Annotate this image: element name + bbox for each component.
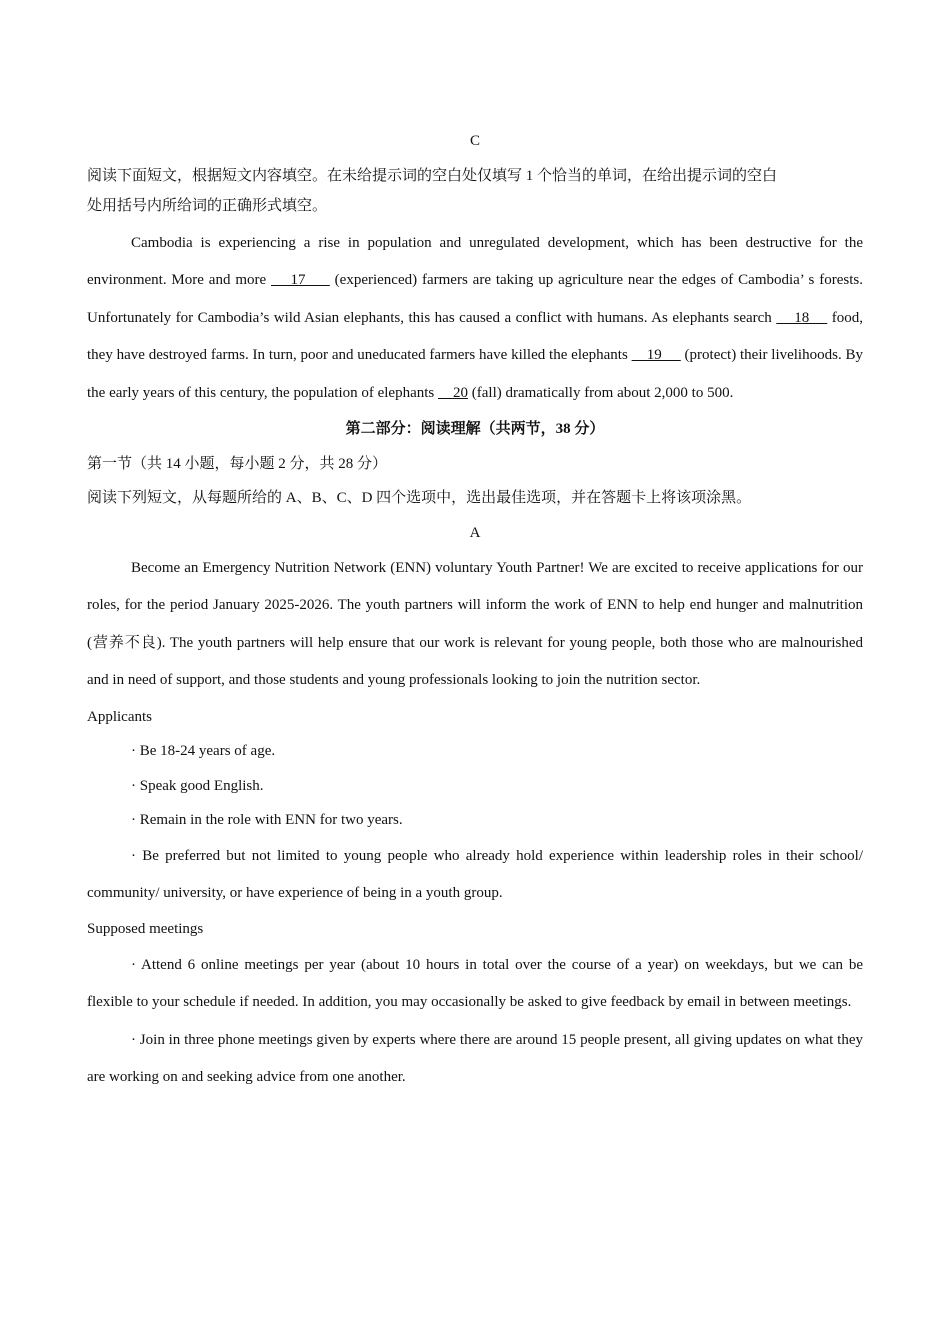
reading-instructions: 阅读下列短文，从每题所给的 A、B、C、D 四个选项中，选出最佳选项，并在答题卡上将该项涂黑。: [87, 490, 752, 507]
section-c-letter: C: [469, 133, 480, 149]
enn-intro-paragraph: Become an Emergency Nutrition Network (ENN) voluntary Youth Partner! We are excited to receive applications for our roles, for the period January 2025-2026. The youth partners will inform the work of ENN to help end hunger and malnutrition (营养不良). The youth partners will help ensure that our work is relevant for young people, both those who are malnourished and in need of support, and those students and young professionals looking to join the nutrition sector.: [87, 560, 863, 689]
meeting-item: · Join in three phone meetings given by experts where there are around 15 people present, all giving updates on what they are working on and seeking advice from one another.: [87, 1031, 863, 1086]
section-c-instructions-line1: 阅读下面短文，根据短文内容填空。在未给提示词的空白处仅填写 1 个恰当的单词，在给出提示词的空白: [87, 168, 778, 184]
cambodia-passage: [87, 225, 863, 412]
applicant-requirement: · Be 18-24 years of age.: [131, 743, 276, 760]
applicant-requirement: · Speak good English.: [131, 777, 264, 794]
meetings-heading: Supposed meetings: [87, 921, 204, 938]
applicant-requirement: · Remain in the role with ENN for two years.: [131, 812, 403, 829]
passage-segment: (protect) their livelihoods. By the early years of this century, the population of elephants: [87, 347, 863, 401]
meeting-item: · Attend 6 online meetings per year (about 10 hours in total over the course of a year) on weekdays, but we can be flexible to your schedule if needed. In addition, you may occasionally be asked to give feedback by email in between meetings.: [87, 956, 863, 1011]
blank-18: 18: [776, 309, 828, 326]
blank-17: 17: [271, 272, 330, 289]
passage-segment: (experienced) farmers are taking up agriculture near the edges of Cambodia’ s forests. Unfortunately for Cambodia’s wild Asian elephants, this has caused a conflict with humans. As elephants search: [87, 272, 864, 326]
blank-20: 20: [438, 384, 468, 401]
section-a-letter: A: [469, 524, 481, 541]
passage-segment: (fall) dramatically from about 2,000 to 500.: [468, 384, 734, 401]
section-one-heading: 第一节（共 14 小题，每小题 2 分，共 28 分）: [87, 455, 388, 472]
blank-19: 19: [631, 347, 681, 364]
passage-segment: food, they have destroyed farms. In turn, poor and uneducated farmers have killed the elephants: [87, 309, 864, 364]
passage-segment: Cambodia is experiencing a rise in population and unregulated development, which has been destructive for the environment. More and more: [87, 235, 863, 289]
applicant-requirement: · Be preferred but not limited to young people who already hold experience within leadership roles in their school/ community/ university, or have experience of being in a youth group.: [87, 847, 863, 902]
part-two-title: 第二部分：阅读理解（共两节，38 分）: [345, 421, 605, 438]
document-page: [87, 124, 863, 1097]
applicants-heading: Applicants: [87, 708, 152, 725]
section-c-instructions-line2: 处用括号内所给词的正确形式填空。: [87, 198, 328, 214]
